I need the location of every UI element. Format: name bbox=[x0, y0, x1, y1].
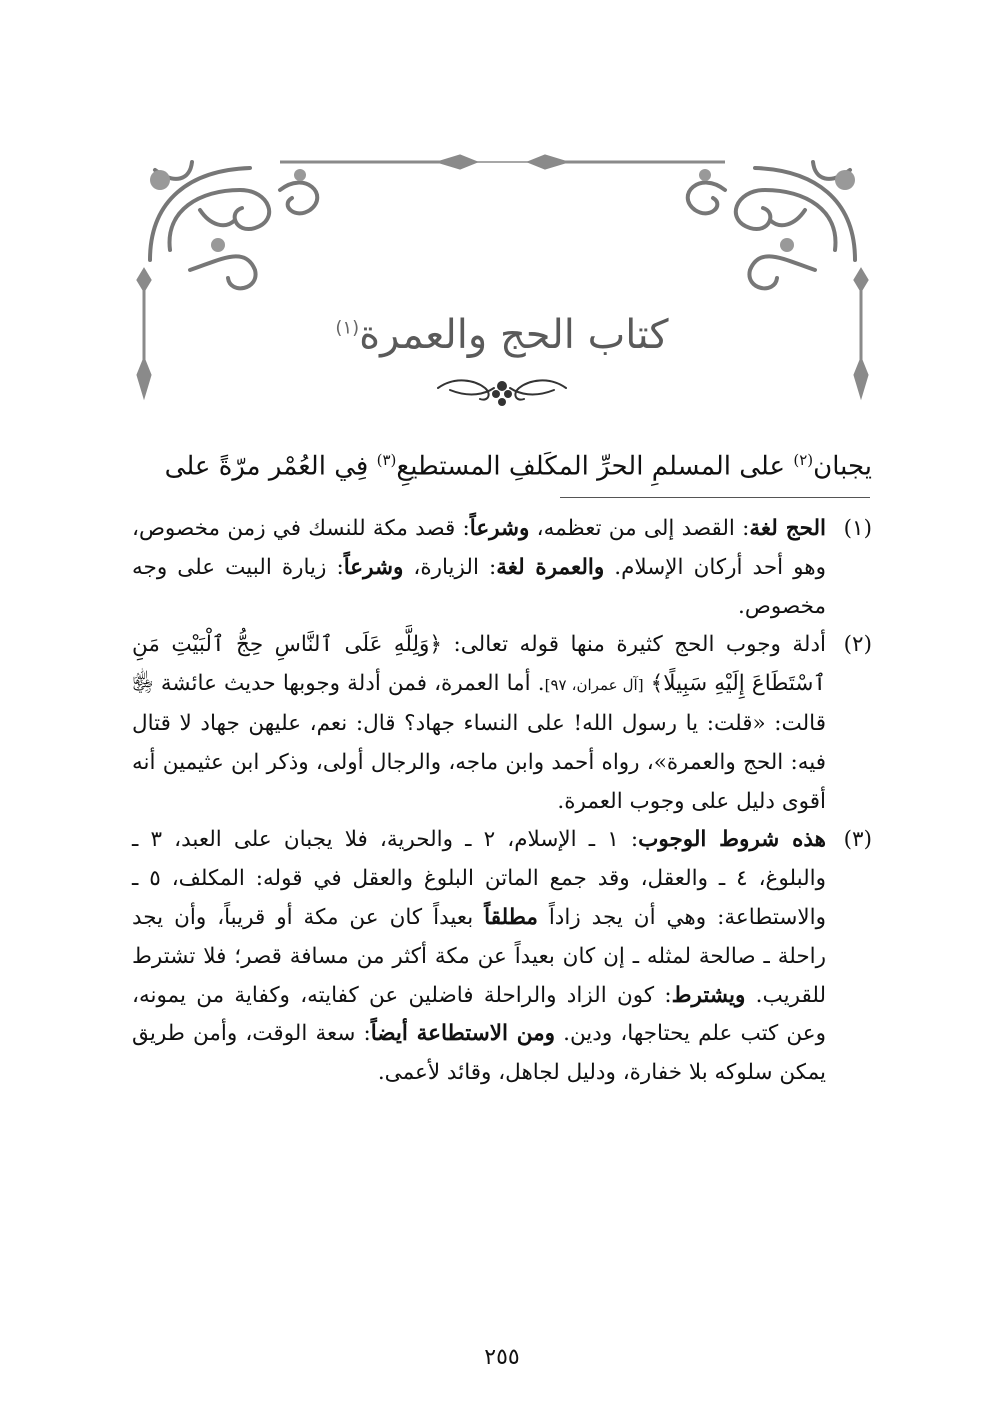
footnote-ref-2: (٢) bbox=[793, 451, 814, 469]
footnote-text: : زيارة البيت على وجه مخصوص. bbox=[132, 554, 826, 619]
chapter-title bbox=[200, 312, 804, 358]
quran-verse: ﴿وَلِلَّهِ عَلَى ٱلنَّاسِ حِجُّ ٱلْبَيْتِ مَنِ ٱسْتَطَاعَ إِلَيْهِ سَبِيلًا﴾ bbox=[132, 632, 826, 697]
verse-reference: [آل عمران، ٩٧] bbox=[544, 676, 644, 695]
footnote-term: مطلقاً bbox=[484, 904, 538, 930]
footnote-divider bbox=[560, 497, 870, 498]
footnote-term: وشرعاً bbox=[343, 554, 404, 580]
main-text-line bbox=[132, 440, 872, 487]
footnote-text: : كون الزاد والراحلة فاضلين عن كفايته، وكفاية من يمونه، وعن كتب علم يحتاجها، ودين. bbox=[132, 982, 826, 1047]
footnote-text: : القصد إلى من تعظمه، bbox=[529, 516, 750, 541]
page-number: ٢٥٥ bbox=[484, 1345, 520, 1370]
chapter-title-note: (١) bbox=[335, 317, 360, 339]
footnote-term: ومن الاستطاعة أيضاً bbox=[370, 1021, 555, 1047]
footnote-text: أدلة وجوب الحج كثيرة منها قوله تعالى: bbox=[442, 632, 827, 658]
footnote-term: الحج لغة bbox=[749, 516, 827, 541]
main-text-part: فِي العُمْر مرّةً على bbox=[164, 451, 377, 482]
main-text-part: على المسلمِ الحرِّ المكَلفِ المستطيعِ bbox=[396, 451, 794, 482]
footnote-text: : سعة الوقت، وأمن طريق يمكن سلوكه بلا خفارة، ودليل لجاهل، وقائد لأعمى. bbox=[132, 1021, 826, 1086]
footnote-text: . أما العمرة، فمن أدلة وجوبها حديث عائشة ﵂ قالت: «قلت: يا رسول الله! على النساء جهاد؟ قال: نعم، عليهن جهاد لا قتال فيه: الحج والعمرة»، رواه أحمد وابن ماجه، والرجال أولى، وذكر ابن عثيمين أنه أقوى دليل على وجوب العمرة. bbox=[132, 671, 826, 814]
footnote-term: ويشترط bbox=[671, 982, 746, 1008]
chapter-title-text: كتاب الحج والعمرة bbox=[359, 312, 669, 358]
footnote-term: والعمرة لغة bbox=[496, 554, 605, 580]
footnote-2 bbox=[132, 626, 872, 821]
footnotes-section bbox=[132, 510, 872, 1093]
footnote-text: : قصد مكة للنسك في زمن مخصوص، وهو أحد أركان الإسلام. bbox=[132, 516, 826, 580]
footnote-number: (١) bbox=[843, 516, 872, 541]
footnote-3 bbox=[132, 821, 872, 1093]
footnote-text: بعيداً كان عن مكة أو قريباً، وأن يجد راحلة ـ صالحة لمثله ـ إن كان بعيداً عن مكة أكثر من مسافة قصر؛ فلا تشترط للقريب. bbox=[132, 904, 827, 1008]
footnote-ref-3: (٣) bbox=[376, 451, 397, 469]
footnote-term: هذه شروط الوجوب bbox=[638, 827, 826, 853]
footnote-number: (٣) bbox=[843, 827, 872, 853]
footnote-text: : الزيارة، bbox=[403, 554, 497, 580]
footnote-text: : ١ ـ الإسلام، ٢ ـ والحرية، فلا يجبان على العبد، ٣ ـ والبلوغ، ٤ ـ والعقل، وقد جمع الماتن البلوغ والعقل في قوله: المكلف، ٥ ـ والاستطاعة: وهي أن يجد زاداً bbox=[132, 827, 826, 930]
main-text-part: يجبان bbox=[813, 451, 872, 482]
title-flourish-ornament bbox=[430, 372, 574, 412]
footnote-term: وشرعاً bbox=[469, 516, 530, 541]
footnote-number: (٢) bbox=[843, 632, 872, 658]
footnote-1 bbox=[132, 510, 872, 626]
